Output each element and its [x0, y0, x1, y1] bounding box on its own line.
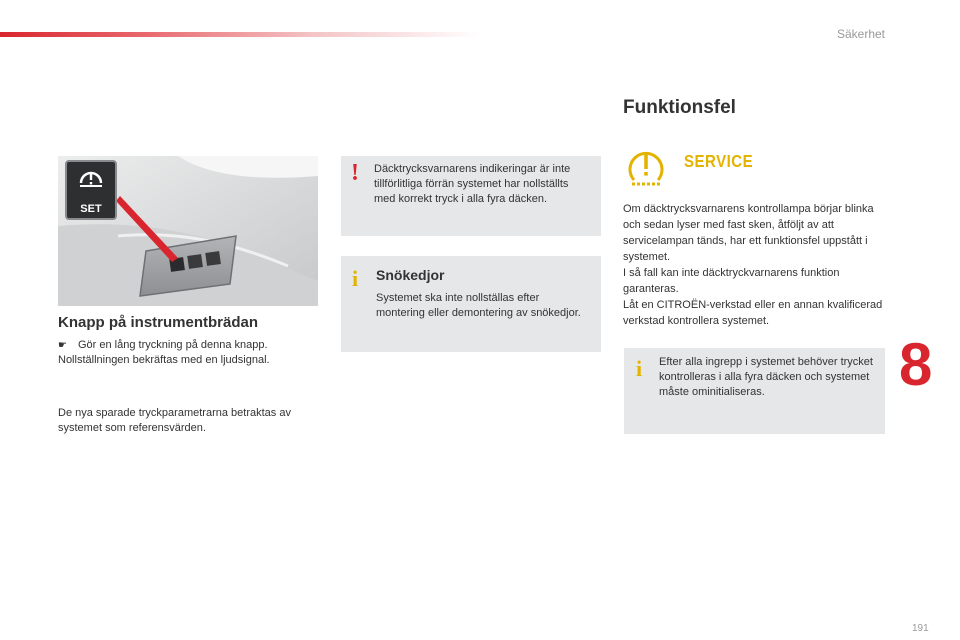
confirm-text: Nollställningen bekräftas med en ljudsignal.	[58, 354, 270, 366]
instrument-button-heading: Knapp på instrumentbrädan	[58, 314, 259, 331]
info-icon: i	[352, 266, 359, 291]
warning-box	[341, 156, 601, 236]
reinit-info-box	[624, 348, 885, 434]
warning-text: Däcktrycksvarnarens indikeringar är inte tillförlitliga förrän systemet har nollställts med korrekt tryck i alla fyra däcken.	[374, 163, 571, 205]
snow-chains-heading: Snökedjor	[376, 267, 445, 283]
bullet-text: Gör en lång tryckning på denna knapp.	[78, 339, 268, 351]
malfunction-paragraph	[623, 201, 885, 329]
reinit-info-text: Efter alla ingrepp i systemet behöver trycket kontrolleras i alla fyra däcken och systemet måste ominitialiseras.	[659, 356, 873, 398]
reference-paragraph: De nya sparade tryckparametrarna betraktas av systemet som referensvärden.	[58, 407, 291, 434]
header-accent-bar	[0, 32, 480, 37]
hand-pointer-icon: ☛	[58, 340, 67, 351]
set-button-label: SET	[80, 203, 102, 215]
tyre-pressure-warning-icon	[625, 146, 667, 188]
malfunction-line: I så fall kan inte däcktryckvarnarens funktion garanteras.	[623, 267, 840, 295]
malfunction-heading: Funktionsfel	[623, 97, 736, 118]
info-icon: i	[636, 356, 643, 381]
snow-chains-box	[341, 256, 601, 352]
warning-icon: !	[351, 160, 359, 186]
bullet-instruction	[58, 338, 328, 368]
malfunction-line: Låt en CITROËN-verkstad eller en annan kvalificerad verkstad kontrollera systemet.	[623, 299, 883, 327]
chapter-number: 8	[899, 331, 933, 398]
service-lamp-label: SERVICE	[684, 152, 754, 172]
section-title: Säkerhet	[836, 27, 885, 41]
malfunction-line: Om däcktrycksvarnarens kontrollampa börjar blinka och sedan lyser med fast sken, åtföljt av att servicelampan tänds, har ett funktionsfel uppstått i systemet.	[623, 203, 874, 263]
dashboard-button-image	[58, 156, 318, 306]
set-button-icon	[66, 161, 116, 219]
snow-chains-text: Systemet ska inte nollställas efter montering eller demontering av snökedjor.	[376, 292, 581, 319]
page-number: 191	[912, 623, 929, 634]
